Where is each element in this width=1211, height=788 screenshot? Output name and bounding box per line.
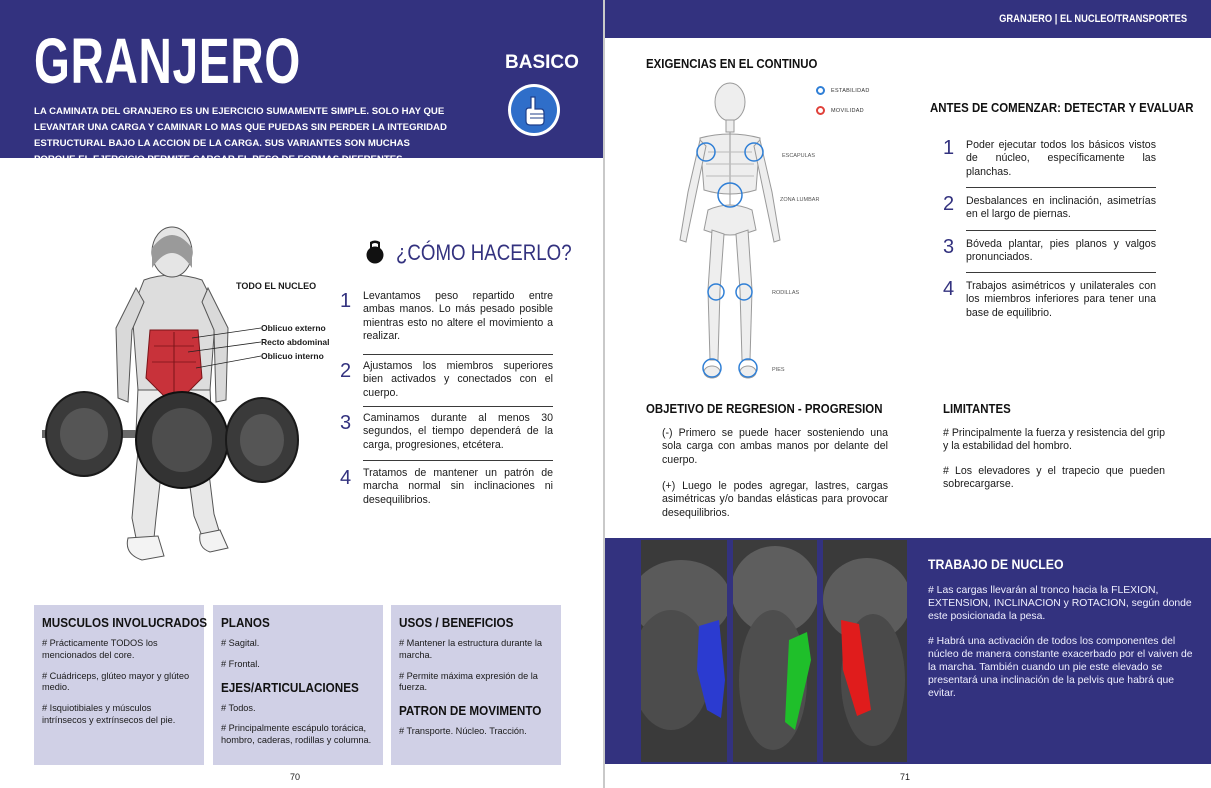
step-text: Trabajos asimétricos y unilaterales con los miembros inferiores para tener una base de equilibrio. [966, 280, 1156, 319]
step-number: 2 [340, 360, 352, 382]
panel-title: USOS / BENEFICIOS [399, 615, 514, 630]
section-title: EXIGENCIAS EN EL CONTINUO [646, 56, 818, 71]
skeleton-label: ESCAPULAS [782, 153, 816, 159]
torso-photo-rectus [641, 540, 727, 762]
step-number: 3 [943, 236, 955, 258]
panel-item: # Frontal. [221, 658, 260, 669]
limitantes-item: # Principalmente la fuerza y resistencia del grip y la estabilidad del hombro. [943, 427, 1165, 453]
page-title: GRANJERO [34, 25, 301, 97]
nucleo-item: # Habrá una activación de todos los componentes del núcleo de manera constante exacerbado por el vaiven de la marcha. También cuando un pie este elevado se presentará una inclinación de la pelvis que habrá que evitar. [928, 636, 1193, 699]
regresion-item: (+) Luego le podes agregar, lastres, cargas asimétricas y/o bandas elásticas para provocar desequilibrios. [662, 480, 888, 519]
panel-planos [213, 605, 383, 765]
step-number: 1 [340, 290, 352, 312]
skeleton-label: ZONA LUMBAR [780, 197, 820, 203]
step-number: 4 [943, 278, 955, 300]
legend-label: MOVILIDAD [831, 108, 864, 114]
section-title: OBJETIVO DE REGRESION - PROGRESION [646, 401, 883, 416]
panel-item: # Cuádriceps, glúteo mayor y glúteo medio. [42, 670, 190, 693]
panel-usos [391, 605, 561, 765]
step-text: Tratamos de mantener un patrón de marcha normal sin inclinaciones ni desequilibrios. [363, 467, 553, 506]
how-to-title: ¿CÓMO HACERLO? [396, 240, 572, 265]
panel-title: MUSCULOS INVOLUCRADOS [42, 615, 208, 630]
step-number: 2 [943, 193, 955, 215]
muscle-label: Oblicuo interno [261, 351, 324, 361]
skeleton-label: PIES [772, 367, 785, 373]
one-finger-hand-icon [508, 84, 560, 136]
step-text: Levantamos peso repartido entre ambas manos. Lo más pesado posible mientras esto no altere el movimiento a realizar. [363, 290, 553, 343]
regresion-item: (-) Primero se puede hacer sosteniendo una sola carga con ambas manos por delante del cuerpo. [662, 427, 888, 466]
step-number: 3 [340, 412, 352, 434]
panel-item: # Prácticamente TODOS los mencionados del core. [42, 638, 158, 660]
step-number: 4 [340, 467, 352, 489]
panel-item: # Isquiotibiales y músculos intrínsecos y extrínsecos del pie. [42, 703, 176, 725]
muscle-label: Recto abdominal [261, 337, 330, 347]
panel-item: # Transporte. Núcleo. Tracción. [399, 726, 527, 737]
left-header-banner [0, 0, 603, 165]
panel-item: # Permite máxima expresión de la fuerza. [399, 670, 538, 693]
step-text: Caminamos durante al menos 30 segundos, el tiempo dependerá de la carga, progresiones, etcétera. [363, 412, 553, 451]
divider [363, 460, 553, 461]
intro-text: LA CAMINATA DEL GRANJERO ES UN EJERCICIO SUMAMENTE SIMPLE. SOLO HAY QUE LEVANTAR UNA CARGA Y CAMINAR LO MAS QUE PUEDAS SIN PERDER LA INTEGRIDAD ESTRUCTURAL BAJO LA ACCION DE LA CARGA. SUS VARIANTES SON MUCHAS PORQUE EL EJERCICIO PERMITE CARGAR EL PESO DE FORMAS DIFERENTES. [34, 106, 447, 165]
kettlebell-icon [365, 240, 385, 264]
stability-legend-icon [816, 86, 825, 95]
panel-item: # Todos. [221, 702, 256, 713]
panel-item: # Mantener la estructura durante la marcha. [399, 638, 542, 660]
panel-title: PLANOS [221, 615, 270, 630]
section-title: ANTES DE COMENZAR: DETECTAR Y EVALUAR [930, 100, 1194, 115]
step-text: Ajustamos los miembros superiores bien activados y conectados con el cuerpo. [363, 360, 553, 399]
page-number: 71 [900, 772, 911, 782]
panel-item: # Principalmente escápulo torácica, hombro, caderas, rodillas y columna. [221, 723, 372, 746]
panel-title: PATRON DE MOVIMENTO [399, 703, 542, 719]
divider [363, 406, 553, 407]
muscle-label: Oblicuo externo [261, 323, 326, 333]
section-title: LIMITANTES [943, 401, 1011, 416]
panel-title: EJES/ARTICULACIONES [221, 679, 359, 695]
panel-musculos [34, 605, 208, 765]
divider [363, 354, 553, 355]
skeleton-label: RODILLAS [772, 290, 800, 296]
skeleton-illustration [660, 80, 830, 390]
mobility-legend-icon [816, 106, 825, 115]
divider [966, 230, 1156, 231]
step-number: 1 [943, 137, 955, 159]
torso-photo-lateral [823, 540, 907, 762]
trabajo-nucleo-box [910, 540, 1211, 764]
step-text: Bóveda plantar, pies planos y valgos pronunciados. [966, 238, 1156, 264]
step-text: Poder ejecutar todos los básicos vistos de núcleo, específicamente las planchas. [966, 139, 1156, 178]
step-text: Desbalances en inclinación, asimetrías en el largo de piernas. [966, 195, 1156, 221]
nucleo-item: # Las cargas llevarán al tronco hacia la FLEXION, EXTENSION, INCLINACION y ROTACION, según donde este posicionada la pesa. [928, 585, 1192, 622]
page-number: 70 [290, 772, 301, 782]
figure-label: TODO EL NUCLEO [236, 281, 317, 291]
torso-photo-oblique [733, 540, 817, 762]
divider [966, 272, 1156, 273]
level-label: BASICO [505, 52, 579, 73]
divider [966, 187, 1156, 188]
limitantes-item: # Los elevadores y el trapecio que pueden sobrecargarse. [943, 465, 1165, 491]
running-head: GRANJERO | EL NUCLEO/TRANSPORTES [999, 13, 1187, 25]
panel-item: # Sagital. [221, 638, 260, 648]
legend-label: ESTABILIDAD [831, 88, 870, 94]
section-title: TRABAJO DE NUCLEO [928, 556, 1064, 572]
farmer-walk-illustration [32, 218, 308, 570]
right-header-banner [605, 0, 1211, 38]
